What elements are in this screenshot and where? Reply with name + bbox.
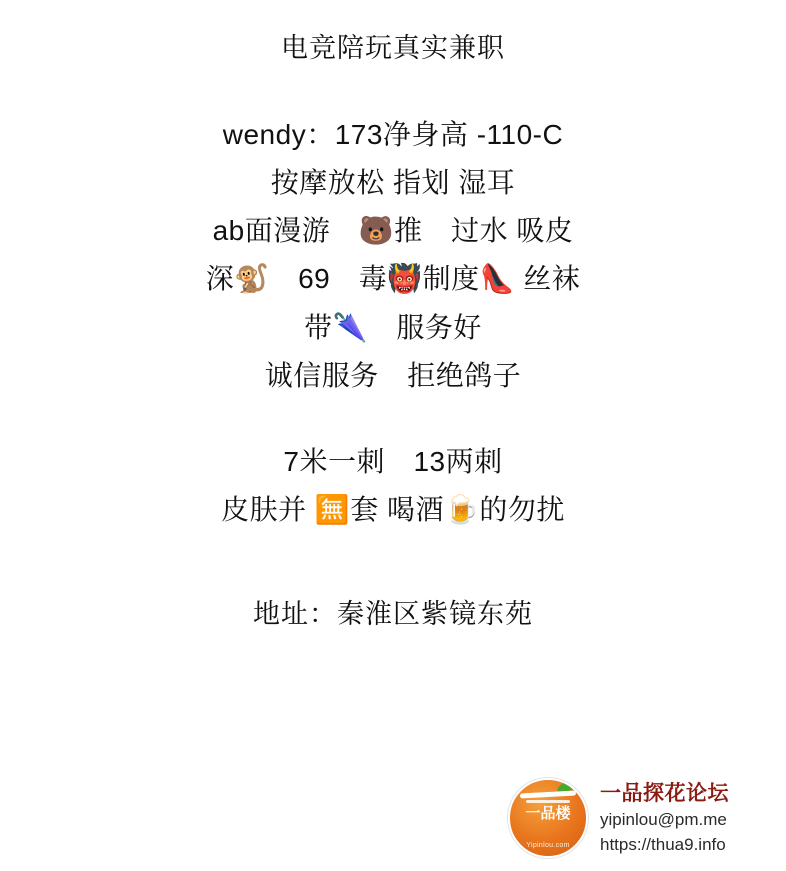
body-line-6: 诚信服务 拒绝鸽子 — [264, 359, 522, 391]
footer-text-block — [600, 778, 729, 858]
address-text: 地址：秦淮区紫镜东苑 — [253, 599, 533, 630]
page-title: 电竞陪玩真实兼职 — [281, 33, 505, 63]
document-body — [0, 111, 786, 534]
roof-shape-secondary — [526, 800, 570, 803]
footer-email: yipinlou@pm.me — [600, 810, 727, 830]
body-line-8: 皮肤并 🈚套 喝酒🍺的勿扰 — [221, 494, 565, 526]
footer-url[interactable]: https://thua9.info — [600, 834, 726, 854]
body-line-7: 7米一刺 13两刺 — [283, 445, 503, 477]
body-spacer — [0, 400, 786, 438]
footer-site-name: 一品探花论坛 — [600, 782, 729, 805]
body-line-4: 深🐒 69 毒👹制度👠 丝袜 — [205, 263, 581, 295]
logo-subtext: Yipinlou.com — [526, 842, 570, 849]
yipinlou-logo-icon — [508, 778, 588, 858]
body-line-3: ab面漫游 🐻推 过水 吸皮 — [212, 215, 574, 247]
document-page — [0, 26, 786, 871]
body-line-5: 带🌂 服务好 — [304, 311, 482, 343]
body-line-1: wendy：173净身高 -110-C — [222, 119, 564, 150]
footer-watermark — [508, 778, 729, 858]
address-block — [0, 592, 786, 631]
logo-text: 一品楼 — [525, 805, 571, 822]
body-line-2: 按摩放松 指划 湿耳 — [270, 167, 516, 199]
roof-shape — [520, 791, 576, 799]
